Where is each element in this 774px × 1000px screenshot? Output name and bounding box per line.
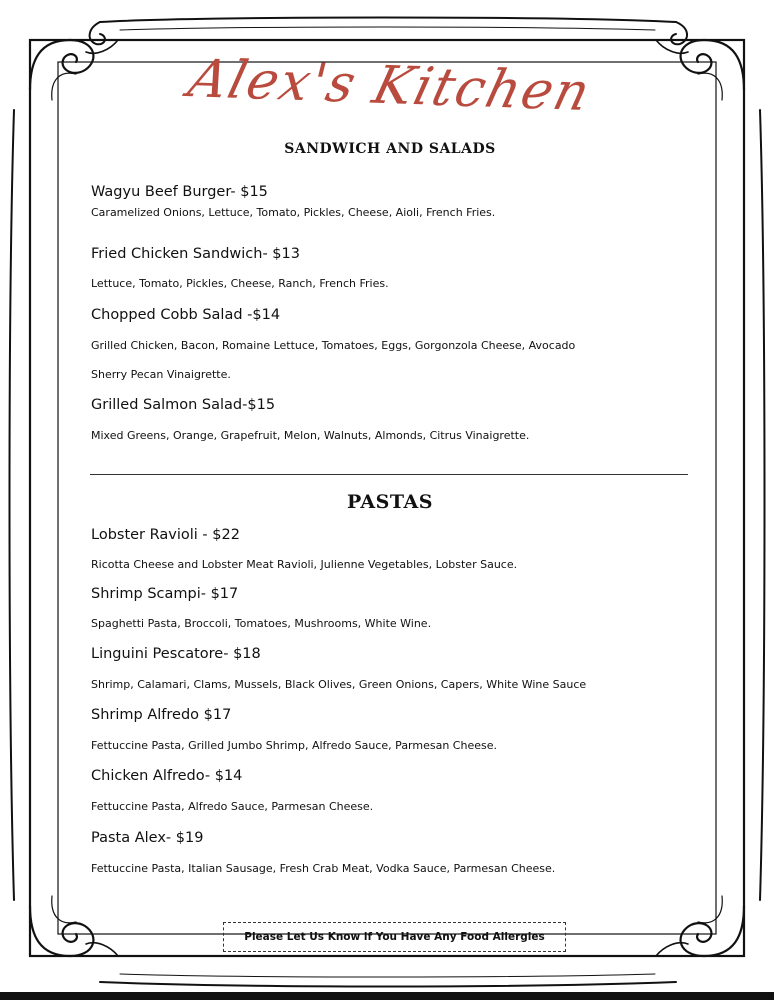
menu-item-name: Fried Chicken Sandwich- $13: [91, 246, 300, 262]
section-divider: [90, 474, 688, 475]
menu-item-description: Mixed Greens, Orange, Grapefruit, Melon, Walnuts, Almonds, Citrus Vinaigrette.: [91, 429, 530, 442]
menu-item-description: Ricotta Cheese and Lobster Meat Ravioli, Julienne Vegetables, Lobster Sauce.: [91, 558, 518, 571]
menu-item-description: Grilled Chicken, Bacon, Romaine Lettuce, Tomatoes, Eggs, Gorgonzola Cheese, Avocado: [91, 339, 576, 352]
menu-item-name: Pasta Alex- $19: [91, 830, 204, 846]
menu-item-description: Fettuccine Pasta, Grilled Jumbo Shrimp, Alfredo Sauce, Parmesan Cheese.: [91, 739, 497, 752]
bottom-edge-bar: [0, 992, 774, 1000]
menu-item-name: Shrimp Scampi- $17: [91, 586, 239, 602]
menu-item-description: Spaghetti Pasta, Broccoli, Tomatoes, Mushrooms, White Wine.: [91, 617, 432, 630]
menu-item-description: Lettuce, Tomato, Pickles, Cheese, Ranch, French Fries.: [91, 277, 389, 290]
menu-item-name: Lobster Ravioli - $22: [91, 527, 240, 543]
menu-item-name: Linguini Pescatore- $18: [91, 646, 261, 662]
menu-item-description: Sherry Pecan Vinaigrette.: [91, 368, 231, 381]
menu-item-description: Shrimp, Calamari, Clams, Mussels, Black Olives, Green Onions, Capers, White Wine Sauce: [91, 678, 587, 691]
restaurant-logo: Alex's Kitchen: [182, 48, 598, 124]
menu-item-name: Wagyu Beef Burger- $15: [91, 184, 268, 200]
menu-item-name: Grilled Salmon Salad-$15: [91, 397, 276, 413]
section-title-sandwich-and-salads: SANDWICH AND SALADS: [284, 141, 496, 157]
menu-item-name: Chicken Alfredo- $14: [91, 768, 243, 784]
menu-item-name: Chopped Cobb Salad -$14: [91, 307, 281, 323]
menu-item-name: Shrimp Alfredo $17: [91, 707, 232, 723]
allergy-notice-box: [223, 922, 566, 952]
menu-item-description: Fettuccine Pasta, Italian Sausage, Fresh Crab Meat, Vodka Sauce, Parmesan Cheese.: [91, 862, 556, 875]
allergy-notice-text: Please Let Us Know if You Have Any Food Allergies: [244, 931, 545, 943]
section-title-pastas: PASTAS: [347, 491, 433, 513]
menu-item-description: Fettuccine Pasta, Alfredo Sauce, Parmesan Cheese.: [91, 800, 374, 813]
menu-item-description: Caramelized Onions, Lettuce, Tomato, Pickles, Cheese, Aioli, French Fries.: [91, 206, 496, 219]
